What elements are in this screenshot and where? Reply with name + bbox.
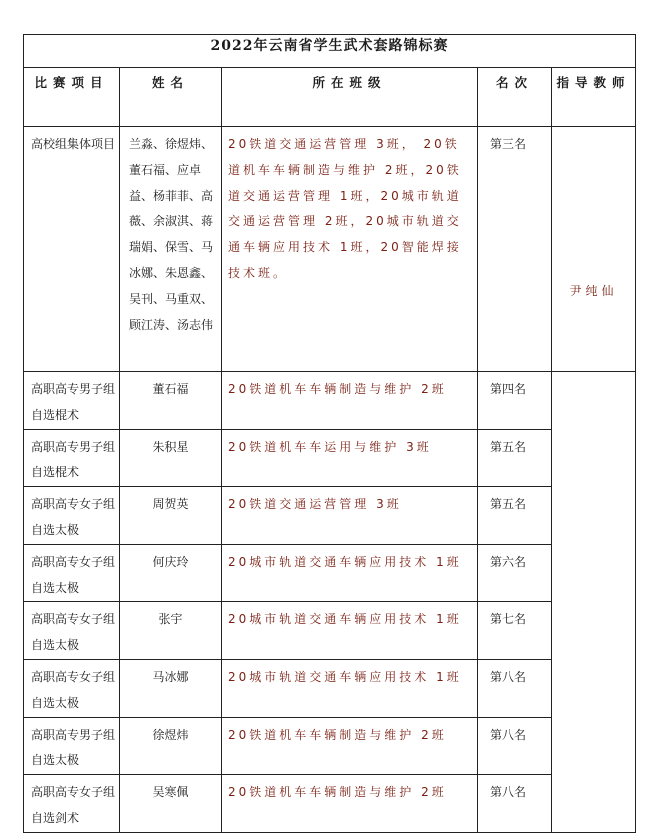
event-cell: 高职高专男子组自选棍术 <box>31 382 116 422</box>
rank-cell: 第八名 <box>490 669 527 684</box>
rank-cell: 第五名 <box>490 497 527 512</box>
header-event: 比赛项目 <box>24 68 120 127</box>
instructor-empty-cell <box>552 127 636 372</box>
header-row <box>24 68 636 127</box>
event-cell: 高职高专女子组自选太极 <box>31 497 116 537</box>
event-cell: 高职高专女子组自选剑术 <box>31 785 116 825</box>
name-cell: 何庆玲 <box>152 554 189 569</box>
name-cell: 徐煜炜 <box>152 727 189 742</box>
rank-cell: 第八名 <box>490 727 527 742</box>
class-cell: 20城市轨道交通车辆应用技术 1班 <box>228 554 462 569</box>
class-cell: 20铁道机车车运用与维护 3班 <box>228 439 432 454</box>
class-cell: 20铁道机车车辆制造与维护 2班 <box>228 785 447 800</box>
table-row <box>24 602 636 660</box>
name-cell: 兰淼、徐煜炜、董石福、应卓益、杨菲菲、高薇、余淑淇、蒋瑞娟、保雪、马冰娜、朱恩鑫、吴刊、马重双、顾江涛、汤志伟 <box>129 137 214 332</box>
results-table <box>23 34 636 833</box>
rank-cell: 第六名 <box>490 554 527 569</box>
header-rank: 名次 <box>478 68 552 127</box>
table-row <box>24 372 636 430</box>
event-cell: 高校组集体项目 <box>31 137 116 151</box>
table-title: 2022年云南省学生武术套路锦标赛 <box>24 35 636 68</box>
table-row <box>24 775 636 833</box>
header-class: 所在班级 <box>222 68 478 127</box>
instructor-cell <box>552 284 636 833</box>
rank-cell: 第八名 <box>490 785 527 800</box>
rank-cell: 第四名 <box>490 382 527 396</box>
name-cell: 马冰娜 <box>152 669 189 684</box>
table-row <box>24 127 636 372</box>
class-cell: 20铁道交通运营管理 3班 <box>228 497 402 512</box>
name-cell: 周贺英 <box>152 497 189 512</box>
name-cell: 吴寒佩 <box>152 785 189 800</box>
class-cell: 20铁道交通运营管理 3班， 20铁道机车车辆制造与维护 2班，20铁道交通运营管理 1班，20城市轨道交通运营管理 2班，20城市轨道交通车辆应用技术 1班，20智能焊接技术班。 <box>228 137 462 280</box>
name-cell: 董石福 <box>152 382 189 396</box>
class-cell: 20铁道机车车辆制造与维护 2班 <box>228 382 447 396</box>
name-cell: 朱积星 <box>152 439 189 454</box>
instructor-name: 尹纯仙 <box>569 284 618 298</box>
event-cell: 高职高专女子组自选太极 <box>31 612 116 653</box>
class-cell: 20铁道机车车辆制造与维护 2班 <box>228 727 447 742</box>
rank-cell: 第五名 <box>490 439 527 454</box>
name-cell: 张宇 <box>158 612 183 627</box>
header-instructor: 指导教师 <box>552 68 636 127</box>
header-name: 姓名 <box>120 68 222 127</box>
event-cell: 高职高专女子组自选太极 <box>31 554 116 595</box>
rank-cell: 第七名 <box>490 612 527 627</box>
event-cell: 高职高专女子组自选太极 <box>31 669 116 710</box>
event-cell: 高职高专男子组自选棍术 <box>31 439 116 480</box>
table-row <box>24 544 636 602</box>
event-cell: 高职高专男子组自选太极 <box>31 727 116 768</box>
rank-cell: 第三名 <box>490 137 527 151</box>
table-row <box>24 487 636 545</box>
table-row <box>24 717 636 775</box>
table-row <box>24 429 636 487</box>
class-cell: 20城市轨道交通车辆应用技术 1班 <box>228 669 462 684</box>
class-cell: 20城市轨道交通车辆应用技术 1班 <box>228 612 462 627</box>
table-row <box>24 659 636 717</box>
